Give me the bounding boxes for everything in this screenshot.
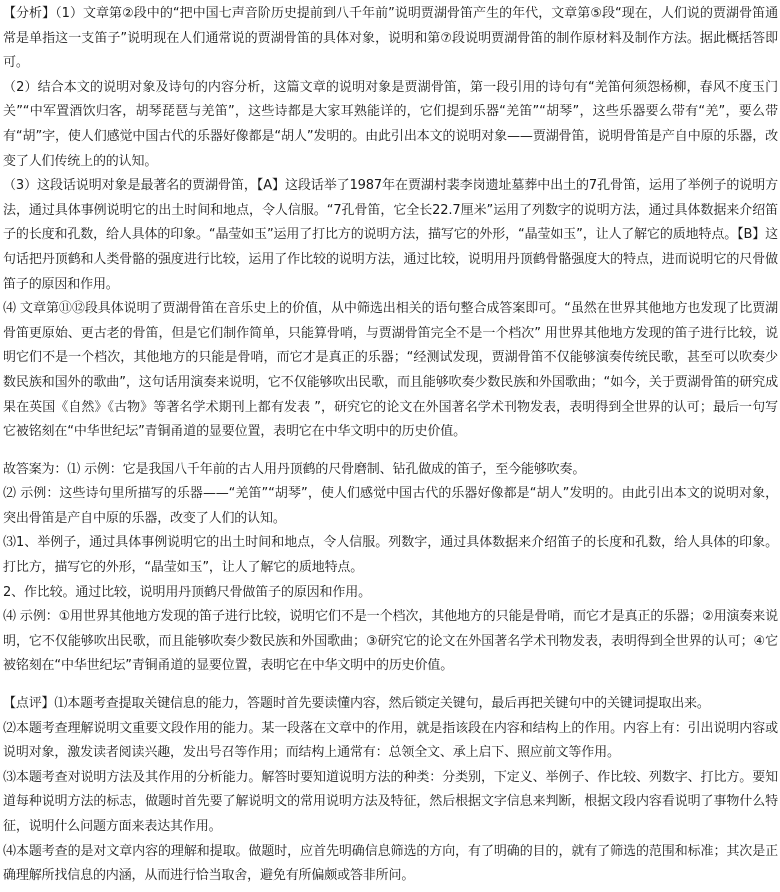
answer-paragraph-1: 故答案为：⑴ 示例：它是我国八千年前的古人用丹顶鹤的尺骨磨制、钻孔做成的笛子，至今能够吹奏。 xyxy=(3,461,586,477)
answer-paragraph-4: 2、作比较。通过比较，说明用丹顶鹤尺骨做笛子的原因和作用。 xyxy=(3,584,371,600)
section-gap xyxy=(3,445,778,458)
answer-paragraph-2: ⑵ 示例：这些诗句里所描写的乐器——“羌笛”“胡琴”，使人们感觉中国古代的乐器好像都是“胡人”发明的。由此引出本文的说明对象，突出骨笛是产自中原的乐器，改变了人们的认知。 xyxy=(3,486,778,526)
comment-section xyxy=(3,692,778,889)
section-gap xyxy=(3,679,778,692)
analysis-paragraph-1: 【分析】（1）文章第②段中的“把中国七声音阶历史提前到八千年前”说明贾湖骨笛产生的年代，文章第⑤段“现在，人们说的贾湖骨笛通常是单指这一支笛子”说明现在人们通常说的贾湖骨笛的具体对象，说明和第⑦段说明贾湖骨笛的制作原材料及制作方法。据此概括答即可。 xyxy=(3,6,778,71)
comment-paragraph-4: ⑷本题考查的是对文章内容的理解和提取。做题时，应首先明确信息筛选的方向，有了明确的目的，就有了筛选的范围和标准；其次是正确理解所找信息的内涵，从而进行恰当取舍，避免有所偏颇或答非所问。 xyxy=(3,843,778,884)
comment-paragraph-3: ⑶本题考查对说明方法及其作用的分析能力。解答时要知道说明方法的种类：分类别，下定义、举例子、作比较、列数字、打比方。要知道每种说明方法的标志，做题时首先要了解说明文的常用说明方法及特征，然后根据文字信息来判断，根据文段内容看说明了事物什么特征，说明什么问题方面来表达其作用。 xyxy=(3,769,778,834)
analysis-paragraph-4: ⑷ 文章第⑪⑫段具体说明了贾湖骨笛在音乐史上的价值，从中筛选出相关的语句整合成答案即可。“虽然在世界其他地方也发现了比贾湖骨笛更原始、更古老的骨笛，但是它们制作简单，只能算骨哨，与贾湖骨笛完全不是一个档次” 用世界其他地方发现的笛子进行比较，说明它们不是一个档次，其他地方的只能是骨哨，而它才是真正的乐器；“经测试发现，贾湖骨笛不仅能够演奏传统民歌，甚至可以吹奏少数民族和国外的歌曲”，这句话用演奏来说明，它不仅能够吹出民歌，而且能够吹奏少数民族和外国歌曲；“如今，关于贾湖骨笛的研究成果在英国《自然》《古物》等著名学术期刊上都有发表 ”，研究它的论文在外国著名学术刊物发表，表明得到全世界的认可；最后一句写它被铭刻在“中华世纪坛”青铜甬道的显要位置，表明它在中华文明中的历史价值。 xyxy=(3,301,778,440)
analysis-paragraph-2: （2）结合本文的说明对象及诗句的内容分析，这篇文章的说明对象是贾湖骨笛，第一段引用的诗句有“羌笛何须怨杨柳，春风不度玉门关”“中军置酒饮归客，胡琴琵琶与羌笛”，这些诗都是大家耳熟能详的，它们提到乐器“羌笛”“胡琴”，这些乐器要么带有“羌”，要么带有“胡”字，使人们感觉中国古代的乐器好像都是“胡人”发明的。由此引出本文的说明对象——贾湖骨笛，说明骨笛是产自中原的乐器，改变了人们传统上的的认知。 xyxy=(3,79,778,169)
answer-section xyxy=(3,458,778,679)
answer-paragraph-5: ⑷ 示例：①用世界其他地方发现的笛子进行比较，说明它们不是一个档次，其他地方的只能是骨哨，而它才是真正的乐器；②用演奏来说明，它不仅能够吹出民歌，而且能够吹奏少数民族和外国歌曲；③研究它的论文在外国著名学术刊物发表，表明得到全世界的认可；④它被铭刻在“中华世纪坛”青铜甬道的显要位置，表明它在中华文明中的历史价值。 xyxy=(3,609,778,674)
analysis-section xyxy=(3,2,778,445)
comment-paragraph-2: ⑵本题考查理解说明文重要文段作用的能力。某一段落在文章中的作用，就是指该段在内容和结构上的作用。内容上有：引出说明内容或说明对象，激发读者阅读兴趣，发出号召等作用；而结构上通常有：总领全文、承上启下、照应前文等作用。 xyxy=(3,720,778,761)
analysis-paragraph-3: （3）这段话说明对象是最著名的贾湖骨笛，【A】这段话举了1987年在贾湖村裴李岗遗址墓葬中出土的7孔骨笛，运用了举例子的说明方法，通过具体事例说明它的出土时间和地点，令人信服。“7孔骨笛，它全长22.7厘米”运用了列数字的说明方法，通过具体数据来介绍笛子的长度和孔数，给人具体的印象。“晶莹如玉”运用了打比方的说明方法，描写它的外形，“晶莹如玉”，让人了解它的质地特点。【B】这句话把丹顶鹤和人类骨骼的强度进行比较，运用了作比较的说明方法，通过比较，说明用丹顶鹤骨骼强度大的特点，进而说明它的尺骨做笛子的原因和作用。 xyxy=(3,178,778,292)
answer-paragraph-3: ⑶1、举例子，通过具体事例说明它的出土时间和地点，令人信服。列数字，通过具体数据来介绍笛子的长度和孔数，给人具体的印象。打比方，描写它的外形，“晶莹如玉”，让人了解它的质地特点。 xyxy=(3,535,778,576)
comment-paragraph-1: 【点评】⑴本题考查提取关键信息的能力，答题时首先要读懂内容，然后锁定关键句，最后再把关键句中的关键词提取出来。 xyxy=(3,696,710,712)
